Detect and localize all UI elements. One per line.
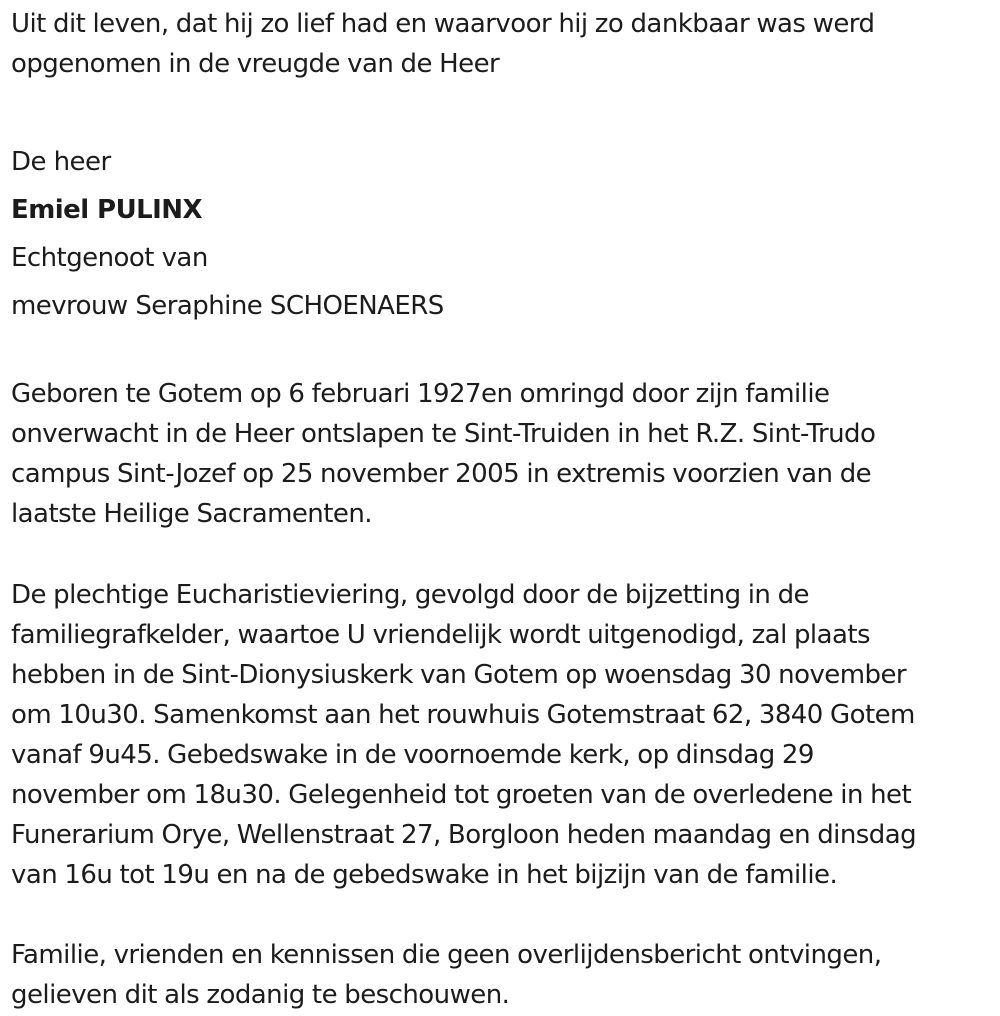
intro-paragraph [11,4,991,84]
paragraph-gap [11,84,991,124]
paragraph-gap [11,330,991,374]
paragraph-gap [11,535,991,575]
obituary-document [11,4,991,1016]
spouse-name: mevrouw Seraphine SCHOENAERS [11,291,444,322]
birth-death-line: onverwacht in de Heer ontslapen te Sint-Truiden in het R.Z. Sint-Trudo [11,419,876,450]
birth-death-paragraph [11,374,991,534]
birth-death-line: Geboren te Gotem op 6 februari 1927en omringd door zijn familie [11,379,830,410]
intro-line: opgenomen in de vreugde van de Heer [11,49,500,80]
paragraph-gap [11,895,991,935]
birth-death-line: laatste Heilige Sacramenten. [11,499,372,530]
ceremony-line: De plechtige Eucharistieviering, gevolgd door de bijzetting in de [11,579,809,610]
ceremony-line: Funerarium Orye, Wellenstraat 27, Borgloon heden maandag en dinsdag [11,820,917,851]
ceremony-paragraph [11,575,991,896]
deceased-name: Emiel PULINX [11,195,202,226]
ceremony-line: familiegrafkelder, waartoe U vriendelijk wordt uitgenodigd, zal plaats [11,619,870,650]
intro-line: Uit dit leven, dat hij zo lief had en waarvoor hij zo dankbaar was werd [11,9,875,39]
ceremony-line: om 10u30. Samenkomst aan het rouwhuis Gotemstraat 62, 3840 Gotem [11,699,915,730]
ceremony-line: november om 18u30. Gelegenheid tot groeten van de overledene in het [11,780,912,811]
closing-line: Familie, vrienden en kennissen die geen overlijdensbericht ontvingen, [11,940,882,971]
ceremony-line: hebben in de Sint-Dionysiuskerk van Gotem op woensdag 30 november [11,659,907,690]
ceremony-line: vanaf 9u45. Gebedswake in de voornoemde kerk, op dinsdag 29 [11,739,814,770]
closing-line: gelieven dit als zodanig te beschouwen. [11,980,510,1011]
closing-paragraph [11,935,991,1015]
deceased-title: De heer [11,147,111,178]
birth-death-line: campus Sint-Jozef op 25 november 2005 in extremis voorzien van de [11,459,872,490]
deceased-relation: Echtgenoot van [11,243,208,274]
ceremony-line: van 16u tot 19u en na de gebedswake in het bijzijn van de familie. [11,860,838,891]
